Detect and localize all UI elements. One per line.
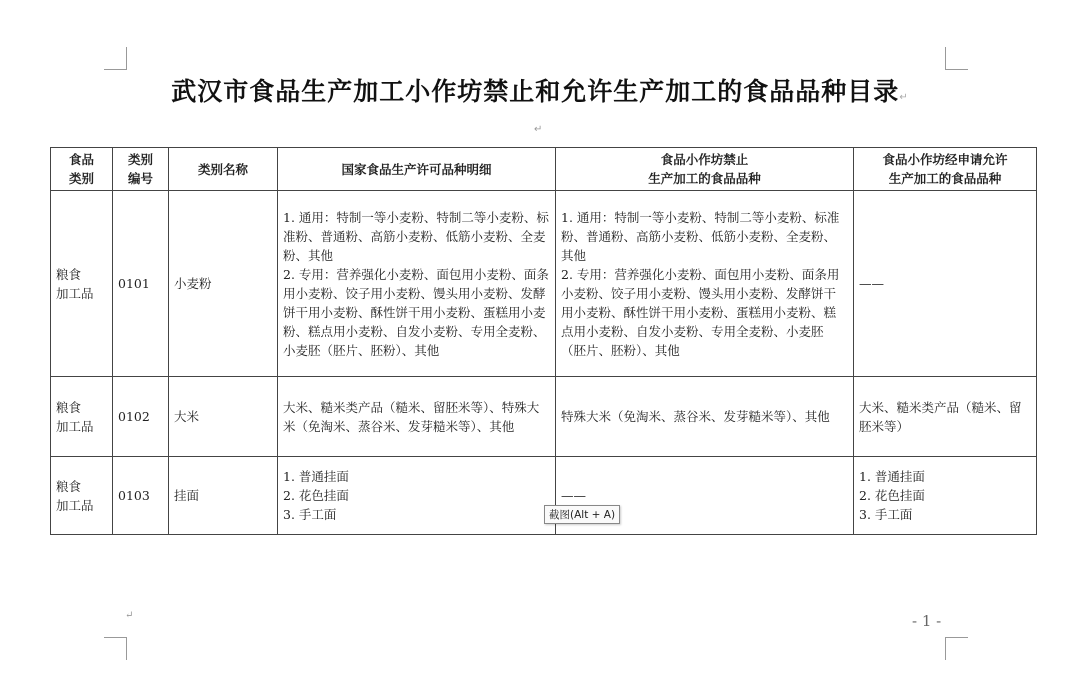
code-cell — [113, 377, 169, 457]
header-category-name — [169, 148, 278, 191]
national-items-cell-text: 1. 普通挂面 2. 花色挂面 3. 手工面 — [283, 469, 349, 522]
table-row — [51, 377, 1037, 457]
header-text: 食品 类别 — [68, 152, 94, 186]
code-cell-text: 0101 — [118, 276, 150, 291]
code-cell — [113, 191, 169, 377]
header-prohibited-items — [556, 148, 854, 191]
category-cell-text: 粮食 加工品 — [56, 399, 94, 434]
code-cell-text: 0102 — [118, 409, 150, 424]
screenshot-tooltip: 截图(Alt + A) — [544, 505, 620, 524]
prohibited-items-cell-text: —— — [561, 488, 586, 503]
paragraph-mark: ↵ — [534, 124, 543, 135]
page-corner-mark — [945, 47, 968, 70]
table-header-row — [51, 148, 1037, 191]
allowed-items-cell — [854, 377, 1037, 457]
name-cell-text: 小麦粉 — [174, 276, 212, 291]
document-title-text: 武汉市食品生产加工小作坊禁止和允许生产加工的食品品种目录 — [171, 77, 900, 106]
name-cell — [169, 457, 278, 535]
prohibited-items-cell-text: 特殊大米（免淘米、蒸谷米、发芽糙米等）、其他 — [561, 409, 830, 424]
header-text: 类别 编号 — [127, 152, 153, 186]
national-items-cell-text: 大米、糙米类产品（糙米、留胚米等）、特殊大米（免淘米、蒸谷米、发芽糙米等）、其他 — [283, 399, 540, 434]
national-items-cell-text: 1. 通用：特制一等小麦粉、特制二等小麦粉、标准粉、普通粉、高筋小麦粉、低筋小麦粉、全麦粉、其他 2. 专用：营养强化小麦粉、面包用小麦粉、面条用小麦粉、饺子用小麦粉、馒头用小麦粉、发酵饼干用小麦粉、酥性饼干用小麦粉、蛋糕用小麦粉、糕点用小麦粉、自发小麦粉、专用全麦粉、小麦胚（胚片、胚粉）、其他 — [283, 209, 549, 358]
national-items-cell — [278, 457, 556, 535]
category-cell-text: 粮食 加工品 — [56, 478, 94, 513]
header-food-category — [51, 148, 113, 191]
prohibited-items-cell — [556, 377, 854, 457]
name-cell — [169, 377, 278, 457]
paragraph-mark: ↵ — [125, 610, 134, 621]
page-corner-mark — [945, 637, 968, 660]
page-number: - 1 - — [912, 612, 942, 630]
document-title: 武汉市食品生产加工小作坊禁止和允许生产加工的食品品种目录↵ — [171, 77, 909, 106]
food-catalog-table — [50, 147, 1037, 535]
header-text: 国家食品生产许可品种明细 — [341, 161, 492, 177]
name-cell-text: 挂面 — [174, 488, 200, 503]
category-cell — [51, 377, 113, 457]
category-cell — [51, 191, 113, 377]
category-cell — [51, 457, 113, 535]
allowed-items-cell-text: 1. 普通挂面 2. 花色挂面 3. 手工面 — [859, 469, 925, 522]
national-items-cell — [278, 377, 556, 457]
code-cell-text: 0103 — [118, 488, 150, 503]
header-category-code — [113, 148, 169, 191]
code-cell — [113, 457, 169, 535]
header-national-license-items — [278, 148, 556, 191]
allowed-items-cell — [854, 191, 1037, 377]
prohibited-items-cell — [556, 191, 854, 377]
table-row — [51, 191, 1037, 377]
allowed-items-cell-text: —— — [859, 276, 884, 291]
name-cell — [169, 191, 278, 377]
header-allowed-items — [854, 148, 1037, 191]
prohibited-items-cell-text: 1. 通用：特制一等小麦粉、特制二等小麦粉、标准粉、普通粉、高筋小麦粉、低筋小麦粉、全麦粉、其他 2. 专用：营养强化小麦粉、面包用小麦粉、面条用小麦粉、饺子用小麦粉、馒头用小麦粉、发酵饼干用小麦粉、酥性饼干用小麦粉、蛋糕用小麦粉、糕点用小麦粉、自发小麦粉、专用全麦粉、小麦胚（胚片、胚粉）、其他 — [561, 209, 840, 358]
allowed-items-cell-text: 大米、糙米类产品（糙米、留胚米等） — [859, 399, 1022, 434]
allowed-items-cell — [854, 457, 1037, 535]
name-cell-text: 大米 — [174, 409, 200, 424]
header-text: 食品小作坊经申请允许 生产加工的食品品种 — [882, 152, 1008, 186]
header-text: 食品小作坊禁止 生产加工的食品品种 — [648, 152, 761, 186]
page-corner-mark — [104, 637, 127, 660]
category-cell-text: 粮食 加工品 — [56, 266, 94, 301]
page-corner-mark — [104, 47, 127, 70]
national-items-cell — [278, 191, 556, 377]
header-text: 类别名称 — [197, 161, 248, 177]
